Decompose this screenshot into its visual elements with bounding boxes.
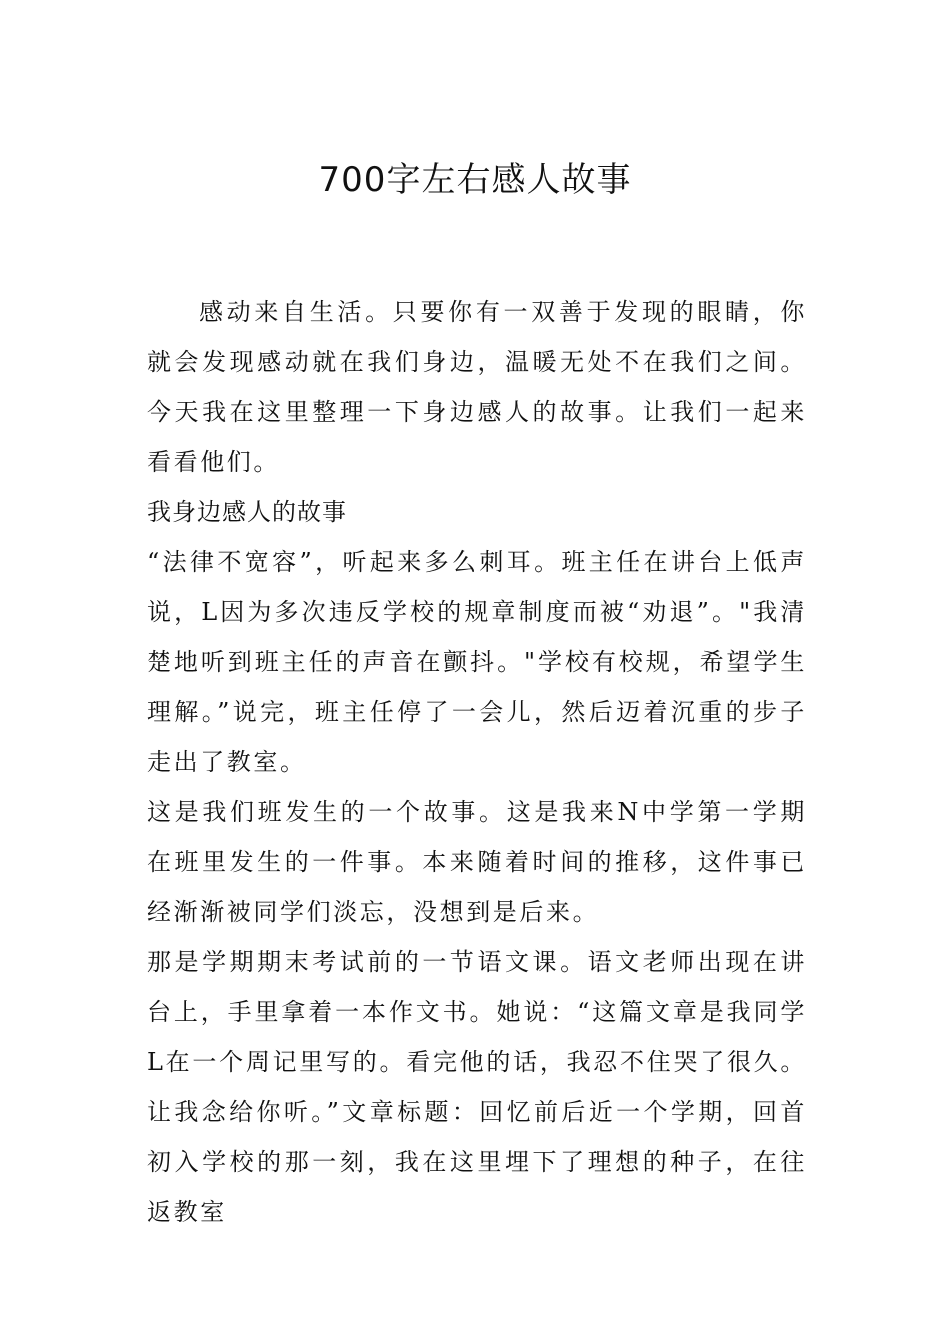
paragraph-story-2: 这是我们班发生的一个故事。这是我来N中学第一学期在班里发生的一件事。本来随着时间的推移，这件事已经渐渐被同学们淡忘，没想到是后来。: [147, 798, 807, 926]
paragraph-intro: 感动来自生活。只要你有一双善于发现的眼睛，你就会发现感动就在我们身边，温暖无处不在我们之间。今天我在这里整理一下身边感人的故事。让我们一起来看看他们。: [147, 298, 807, 476]
paragraph-story-3: 那是学期期末考试前的一节语文课。语文老师出现在讲台上，手里拿着一本作文书。她说：“这篇文章是我同学L在一个周记里写的。看完他的话，我忍不住哭了很久。让我念给你听。”文章标题：回忆前后近一个学期，回首初入学校的那一刻，我在这里埋下了理想的种子，在往返教室: [147, 948, 807, 1226]
document-body: [147, 287, 807, 1237]
document-title: 700字左右感人故事: [318, 160, 632, 200]
section-heading: 我身边感人的故事: [147, 498, 347, 526]
paragraph-story-1: “法律不宽容”，听起来多么刺耳。班主任在讲台上低声说，L因为多次违反学校的规章制度而被“劝退”。"我清楚地听到班主任的声音在颤抖。"学校有校规，希望学生理解。”说完，班主任停了一会儿，然后迈着沉重的步子走出了教室。: [147, 548, 807, 776]
